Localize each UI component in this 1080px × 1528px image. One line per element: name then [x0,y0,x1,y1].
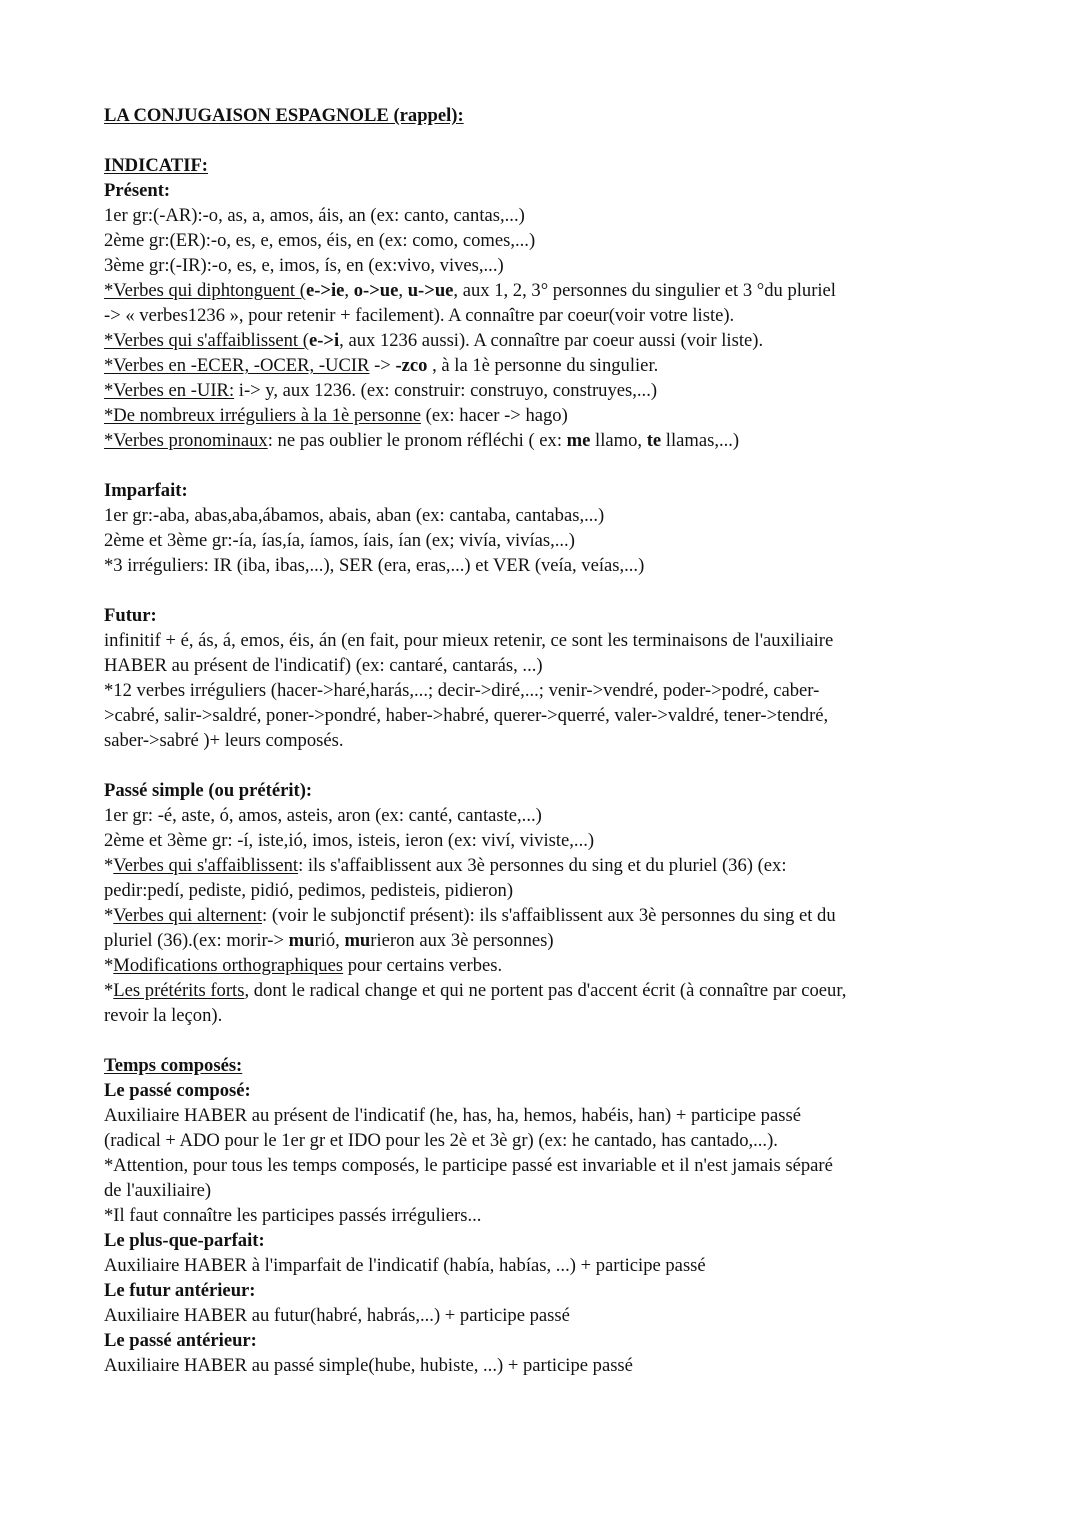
passe-compose-line-4: de l'auxiliaire) [104,1180,212,1201]
modifications-label: Modifications orthographiques [113,955,344,976]
subheading-imparfait: Imparfait: [104,480,188,501]
passe-compose-line-2: (radical + ADO pour le 1er gr et IDO pour les 2è et 3è gr) (ex: he cantado, has cantado,...). [104,1130,778,1151]
passe-simple-alternent [104,903,984,928]
futur-line-3: *12 verbes irréguliers (hacer->haré,harás,...; decir->diré,...; venir->vendré, poder->podré, caber- [104,680,820,701]
present-group-1: 1er gr:(-AR):-o, as, a, amos, áis, an (ex: canto, cantas,...) [104,205,525,226]
pedir-d: idieron) [454,880,514,901]
diphtong-rest: , aux 1, 2, 3° personnes du singulier et 3 °du pluriel [453,280,836,301]
irreguliers-rest: (ex: hacer -> hago) [421,405,568,426]
present-group-3: 3ème gr:(-IR):-o, es, e, imos, ís, en (ex:vivo, vives,...) [104,255,504,276]
irreguliers-label: *De nombreux irréguliers à la 1è personne [104,405,422,426]
futur-anterieur-line-1: Auxiliaire HABER au futur(habré, habrás,...) + participe passé [104,1305,570,1326]
ecer-zco: -zco [395,355,428,376]
present-diphtong-rule-line-2: -> « verbes1236 », pour retenir + facilement). A connaître par coeur(voir votre liste). [104,305,735,326]
affaiblissent-rest: , aux 1236 aussi). A connaître par coeur aussi (voir liste). [339,330,764,351]
ecer-label: *Verbes en -ECER, -OCER, -UCIR [104,355,370,376]
present-ecer-rule [104,353,984,378]
passe-simple-group-1: 1er gr: -é, aste, ó, amos, asteis, aron (ex: canté, cantaste,...) [104,805,542,826]
present-group-2: 2ème gr:(ER):-o, es, e, emos, éis, en (ex: como, comes,...) [104,230,536,251]
passe-simple-preterits-forts [104,978,984,1003]
subheading-futur: Futur: [104,605,157,626]
modifications-rest: pour certains verbes. [343,955,503,976]
forts-rest: , dont le radical change et qui ne portent pas d'accent écrit (à connaître par coeur, [244,980,847,1001]
passe-simple-affaiblissent [104,853,984,878]
affaiblissent-e-i: e->i [308,330,340,351]
futur-line-1: infinitif + é, ás, á, emos, éis, án (en fait, pour mieux retenir, ce sont les terminaisons de l'auxiliaire [104,630,834,651]
passe-compose-line-5: *Il faut connaître les participes passés irréguliers... [104,1205,482,1226]
pronominaux-text-c: llamas,...) [661,430,740,451]
spacer [104,578,984,603]
pronominaux-text-b: llamo, [590,430,647,451]
passe-anterieur-line-1: Auxiliaire HABER au passé simple(hube, hubiste, ...) + participe passé [104,1355,633,1376]
alternent-star: * [104,905,114,926]
morir-mu-2: mu [344,930,371,951]
morir-a: pluriel (36).(ex: morir-> [104,930,289,951]
section-heading-indicatif: INDICATIF: [104,155,208,176]
passe-simple-group-2-3: 2ème et 3ème gr: -í, iste,ió, imos, isteis, ieron (ex: viví, viviste,...) [104,830,595,851]
imparfait-irreguliers: *3 irréguliers: IR (iba, ibas,...), SER (era, eras,...) et VER (veía, veías,...) [104,555,645,576]
section-heading-temps-composes: Temps composés: [104,1055,243,1076]
passe-simple-modifications [104,953,984,978]
present-diphtong-rule [104,278,984,303]
pronominaux-label: *Verbes pronominaux [104,430,268,451]
present-affaiblissent-rule [104,328,984,353]
document-title: LA CONJUGAISON ESPAGNOLE (rappel): [104,105,464,126]
diphtong-u-ue: u->ue [407,280,454,301]
diphtong-label: *Verbes qui diphtonguent [104,280,300,301]
morir-e: rieron aux 3è personnes) [370,930,554,951]
passe-compose-line-3: *Attention, pour tous les temps composés, le participe passé est invariable et il n'est jamais séparé [104,1155,833,1176]
diphtong-sep-1: , [344,280,354,301]
affaiblissent-paren: ( [302,330,309,351]
pedir-b: í, pediste, p [174,880,260,901]
futur-line-2: HABER au présent de l'indicatif) (ex: cantaré, cantarás, ...) [104,655,543,676]
uir-label: *Verbes en -UIR: [104,380,235,401]
spacer [104,453,984,478]
pronominaux-text-a: : ne pas oublier le pronom réfléchi ( ex: [267,430,567,451]
affaiblissent-star: * [104,855,114,876]
plus-que-parfait-line-1: Auxiliaire HABER à l'imparfait de l'indicatif (había, habías, ...) + participe passé [104,1255,706,1276]
passe-simple-affaiblissent-line-2 [104,878,984,903]
subheading-futur-anterieur: Le futur antérieur: [104,1280,256,1301]
ecer-arrow: -> [369,355,396,376]
passe-simple-preterits-forts-line-2: revoir la leçon). [104,1005,223,1026]
diphtong-e-ie: e->ie [305,280,345,301]
alternent-rest: : (voir le subjonctif présent): ils s'affaiblissent aux 3è personnes du sing et du [262,905,836,926]
uir-rest: i-> y, aux 1236. (ex: construir: construyo, construyes,...) [234,380,658,401]
affaiblissent-label: *Verbes qui s'affaiblissent [104,330,303,351]
present-uir-rule [104,378,984,403]
ps-affaiblissent-label: Verbes qui s'affaiblissent [113,855,299,876]
pedir-a: pedir:ped [104,880,175,901]
diphtong-paren: ( [299,280,306,301]
subheading-plus-que-parfait: Le plus-que-parfait: [104,1230,265,1251]
morir-mu-1: mu [288,930,315,951]
present-pronominaux-rule [104,428,984,453]
pronominaux-me: me [566,430,591,451]
pronominaux-te: te [646,430,662,451]
imparfait-group-1: 1er gr:-aba, abas,aba,ábamos, abais, aban (ex: cantaba, cantabas,...) [104,505,605,526]
subheading-passe-compose: Le passé composé: [104,1080,251,1101]
spacer [104,1028,984,1053]
subheading-present: Présent: [104,180,171,201]
pedir-c: idió, pedimos, pedisteis, p [259,880,455,901]
alternent-label: Verbes qui alternent [113,905,262,926]
modifications-star: * [104,955,114,976]
morir-c: rió, [314,930,345,951]
ecer-rest: , à la 1è personne du singulier. [427,355,659,376]
ps-affaiblissent-rest: : ils s'affaiblissent aux 3è personnes du sing et du pluriel (36) (ex: [298,855,787,876]
passe-compose-line-1: Auxiliaire HABER au présent de l'indicatif (he, has, ha, hemos, habéis, han) + participe passé [104,1105,801,1126]
passe-simple-alternent-line-2 [104,928,984,953]
spacer [104,753,984,778]
imparfait-group-2-3: 2ème et 3ème gr:-ía, ías,ía, íamos, íais, ían (ex; vivía, vivías,...) [104,530,575,551]
subheading-passe-simple: Passé simple (ou prétérit): [104,780,313,801]
futur-line-4: >cabré, salir->saldré, poner->pondré, haber->habré, querer->querré, valer->valdré, tener->tendré, [104,705,829,726]
present-irreguliers-rule [104,403,984,428]
spacer [104,128,984,153]
diphtong-sep-2: , [398,280,408,301]
document-page [104,103,984,1378]
diphtong-o-ue: o->ue [353,280,399,301]
forts-star: * [104,980,114,1001]
forts-label: Les prétérits forts [113,980,245,1001]
subheading-passe-anterieur: Le passé antérieur: [104,1330,257,1351]
futur-line-5: saber->sabré )+ leurs composés. [104,730,344,751]
